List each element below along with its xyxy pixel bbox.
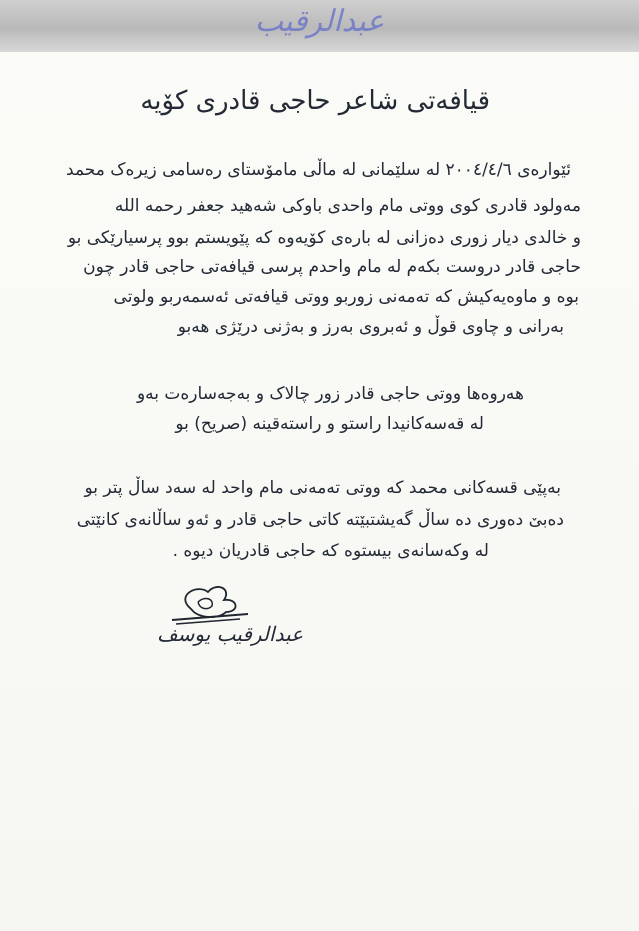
text-line-5: بوە و ماوەیەکیش کە تەمەنی زوربو ووتی قیافەتی ئەسمەربو ولوتی bbox=[113, 287, 579, 307]
text-line-1: ئێوارەی ٢٠٠٤/٤/٦ لە سلێمانی لە ماڵی مامۆستای رەسامی زیرەک محمد bbox=[66, 160, 571, 180]
text-line-10: دەبێ دەوری دە ساڵ گەیشتبێتە کاتی حاجی قادر و ئەو ساڵانەی کانێتی bbox=[76, 510, 564, 530]
text-line-3: و خالدی دیار زوری دەزانی لە بارەی کۆیەوە کە پێویستم بوو پرسیارێکی بو bbox=[67, 228, 581, 248]
signature-mark bbox=[168, 580, 254, 626]
text-line-7: هەروەها ووتی حاجی قادر زور چالاک و بەجەسارەت بەو bbox=[136, 384, 524, 404]
header-handwritten-name: عبدالرقيب bbox=[254, 4, 385, 39]
document-title: قیافەتی شاعر حاجی قادری کۆیە bbox=[140, 86, 490, 116]
text-line-2: مەولود قادری کوی ووتی مام واحدی باوکی شەهید جعفر رحمه الله bbox=[114, 196, 581, 216]
text-line-8: لە قەسەکانیدا راستو و راستەقینە (صریح) بو bbox=[175, 414, 484, 434]
text-line-11: لە وکەسانەی بیستوە کە حاجی قادریان دیوە . bbox=[172, 541, 489, 561]
text-line-4: حاجی قادر دروست بکەم لە مام واحدم پرسی قیافەتی حاجی قادر چون bbox=[83, 257, 581, 277]
text-line-9: بەپێی قسەکانی محمد کە ووتی تەمەنی مام واحد لە سەد ساڵ پتر بو bbox=[84, 478, 561, 498]
text-line-6: بەرانی و چاوی قوڵ و ئەبروی بەرز و بەژنی درێژی هەبو bbox=[177, 317, 564, 337]
signature-name: عبدالرقيب يوسف bbox=[156, 622, 304, 646]
